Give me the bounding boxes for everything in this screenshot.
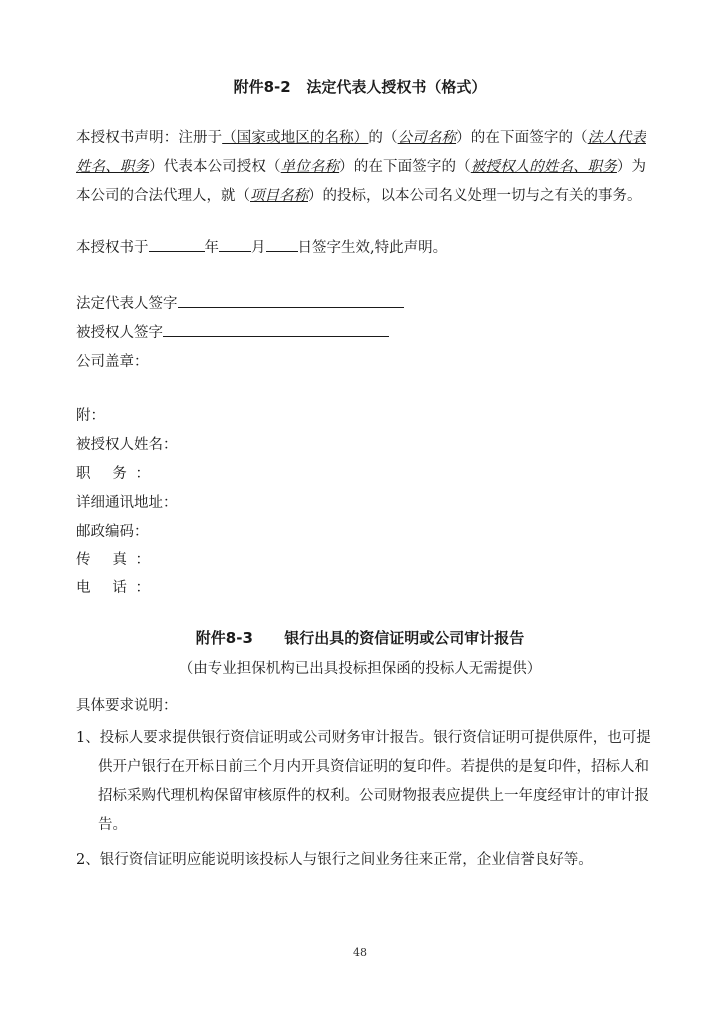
section-title-8-2: 附件8-2 法定代表人授权书（格式）: [233, 78, 487, 96]
item-1-line-3: 招标采购代理机构保留审核原件的权利。公司财物报表应提供上一年度经审计的审计报: [98, 788, 649, 804]
legal-rep-signature-blank: [178, 292, 404, 308]
declaration-line-2: 姓名、职务）代表本公司授权（单位名称）的在下面签字的（被授权人的姓名、职务）为: [76, 159, 646, 175]
phone-label: 电 话：: [76, 580, 151, 596]
section-subtitle: （由专业担保机构已出具投标担保函的投标人无需提供）: [178, 661, 542, 677]
agent-signature-blank: [163, 321, 389, 337]
agent-name-label: 被授权人姓名：: [76, 437, 178, 453]
item-1-line-4: 告。: [98, 817, 127, 833]
requirement-item-1: [76, 724, 651, 840]
year-blank: [149, 236, 205, 252]
fax-label: 传 真：: [76, 552, 151, 568]
item-1-line-1: 1、投标人要求提供银行资信证明或公司财务审计报告。银行资信证明可提供原件，也可提: [76, 730, 651, 746]
effective-date-line: 本授权书于 年 月 日签字生效,特此声明。: [76, 236, 447, 257]
authorization-declaration: [76, 124, 646, 211]
attachment-label: 附：: [76, 408, 105, 424]
item-1-line-2: 供开户银行在开标日前三个月内开具资信证明的复印件。若提供的是复印件，招标人和: [98, 759, 649, 775]
company-seal-label: 公司盖章：: [76, 354, 149, 370]
agent-signature-line: 被授权人签字: [76, 321, 389, 342]
legal-rep-signature-line: 法定代表人签字: [76, 292, 404, 313]
page-number: 48: [353, 946, 367, 959]
requirements-heading: 具体要求说明：: [76, 698, 178, 714]
declaration-line-3: 本公司的合法代理人，就（项目名称）的投标，以本公司名义处理一切与之有关的事务。: [76, 188, 642, 204]
address-label: 详细通讯地址：: [76, 495, 178, 511]
declaration-line-1: 本授权书声明：注册于（国家或地区的名称）的（公司名称）的在下面签字的（法人代表: [76, 130, 646, 146]
postcode-label: 邮政编码：: [76, 524, 149, 540]
requirement-item-2: 2、银行资信证明应能说明该投标人与银行之间业务往来正常，企业信誉良好等。: [76, 852, 593, 868]
month-blank: [219, 236, 251, 252]
section-title-8-3: 附件8-3 银行出具的资信证明或公司审计报告: [195, 629, 525, 647]
day-blank: [266, 236, 298, 252]
position-label: 职 务：: [76, 466, 151, 482]
